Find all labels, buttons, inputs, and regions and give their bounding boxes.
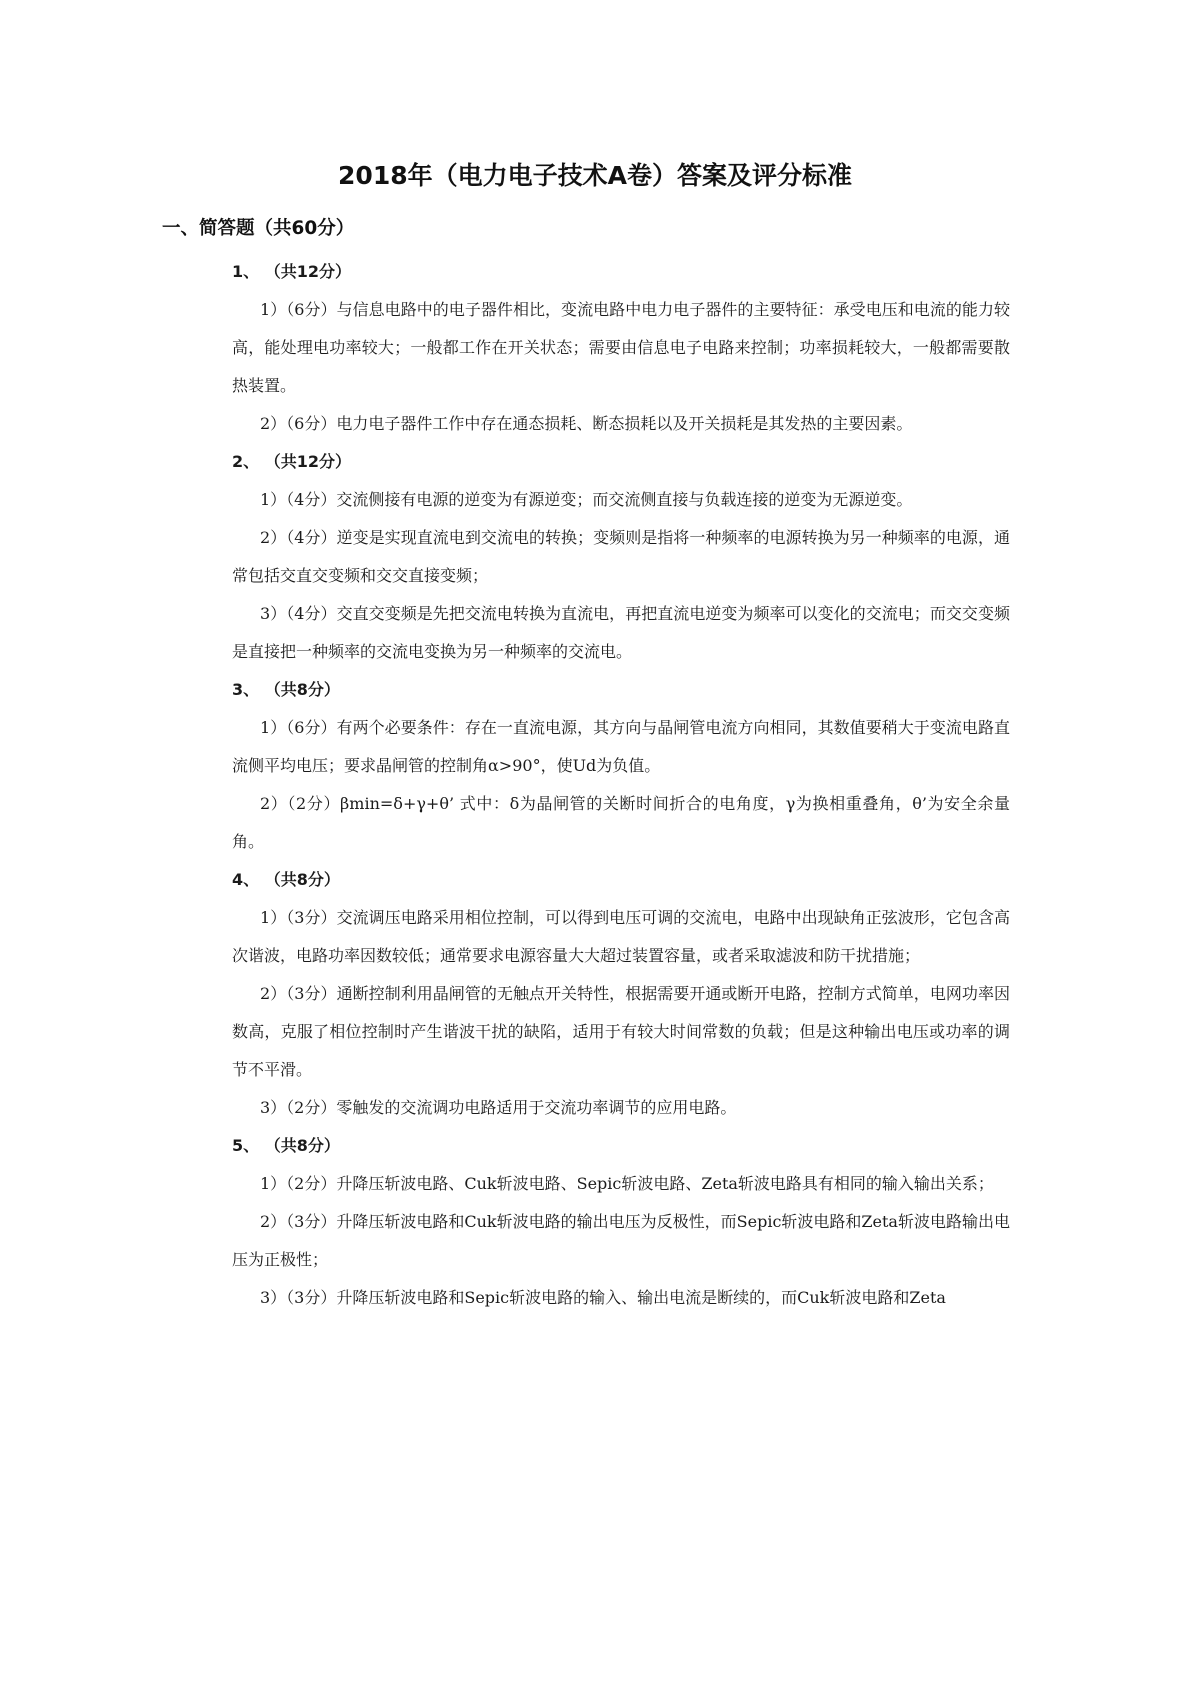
question-5-answer-1: 1）（2分）升降压斩波电路、Cuk斩波电路、Sepic斩波电路、Zeta斩波电路具有相同的输入输出关系；: [260, 1174, 994, 1193]
question-2-heading: 2、 （共12分）: [232, 452, 351, 471]
question-4-answer-1: 1）（3分）交流调压电路采用相位控制，可以得到电压可调的交流电，电路中出现缺角正弦波形，它包含高次谐波，电路功率因数较低；通常要求电源容量大大超过装置容量，或者采取滤波和防干扰措施；: [232, 908, 1010, 965]
question-3-heading: 3、 （共8分）: [232, 680, 340, 699]
question-4-answer-3: 3）（2分）零触发的交流调功电路适用于交流功率调节的应用电路。: [260, 1098, 737, 1117]
section-heading: 一、简答题（共60分）: [162, 218, 355, 239]
document-body: [232, 253, 1010, 1317]
question-3-answer-1: 1）（6分）有两个必要条件：存在一直流电源，其方向与晶闸管电流方向相同，其数值要稍大于变流电路直流侧平均电压；要求晶闸管的控制角α>90°，使Ud为负值。: [232, 718, 1010, 775]
question-5-answer-3: 3）（3分）升降压斩波电路和Sepic斩波电路的输入、输出电流是断续的，而Cuk斩波电路和Zeta: [260, 1288, 946, 1307]
question-5-answer-2: 2）（3分）升降压斩波电路和Cuk斩波电路的输出电压为反极性，而Sepic斩波电路和Zeta斩波电路输出电压为正极性；: [232, 1212, 1010, 1269]
page-title: 2018年（电力电子技术A卷）答案及评分标准: [338, 161, 852, 190]
question-1-answer-1: 1）（6分）与信息电路中的电子器件相比，变流电路中电力电子器件的主要特征：承受电压和电流的能力较高，能处理电功率较大；一般都工作在开关状态；需要由信息电子电路来控制；功率损耗较大，一般都需要散热装置。: [232, 300, 1010, 395]
question-5-heading: 5、 （共8分）: [232, 1136, 340, 1155]
question-2-answer-1: 1）（4分）交流侧接有电源的逆变为有源逆变；而交流侧直接与负载连接的逆变为无源逆变。: [260, 490, 913, 509]
question-2-answer-3: 3）（4分）交直交变频是先把交流电转换为直流电，再把直流电逆变为频率可以变化的交流电；而交交变频是直接把一种频率的交流电变换为另一种频率的交流电。: [232, 604, 1010, 661]
question-4-heading: 4、 （共8分）: [232, 870, 340, 889]
question-2-answer-2: 2）（4分）逆变是实现直流电到交流电的转换；变频则是指将一种频率的电源转换为另一种频率的电源，通常包括交直交变频和交交直接变频；: [232, 528, 1010, 585]
question-1-heading: 1、 （共12分）: [232, 262, 351, 281]
question-3-answer-2: 2）（2分）βmin=δ+γ+θ’ 式中：δ为晶闸管的关断时间折合的电角度，γ为换相重叠角，θ’为安全余量角。: [232, 794, 1010, 851]
question-1-answer-2: 2）（6分）电力电子器件工作中存在通态损耗、断态损耗以及开关损耗是其发热的主要因素。: [260, 414, 913, 433]
question-4-answer-2: 2）（3分）通断控制利用晶闸管的无触点开关特性，根据需要开通或断开电路，控制方式简单，电网功率因数高，克服了相位控制时产生谐波干扰的缺陷，适用于有较大时间常数的负载；但是这种输出电压或功率的调节不平滑。: [232, 984, 1010, 1079]
